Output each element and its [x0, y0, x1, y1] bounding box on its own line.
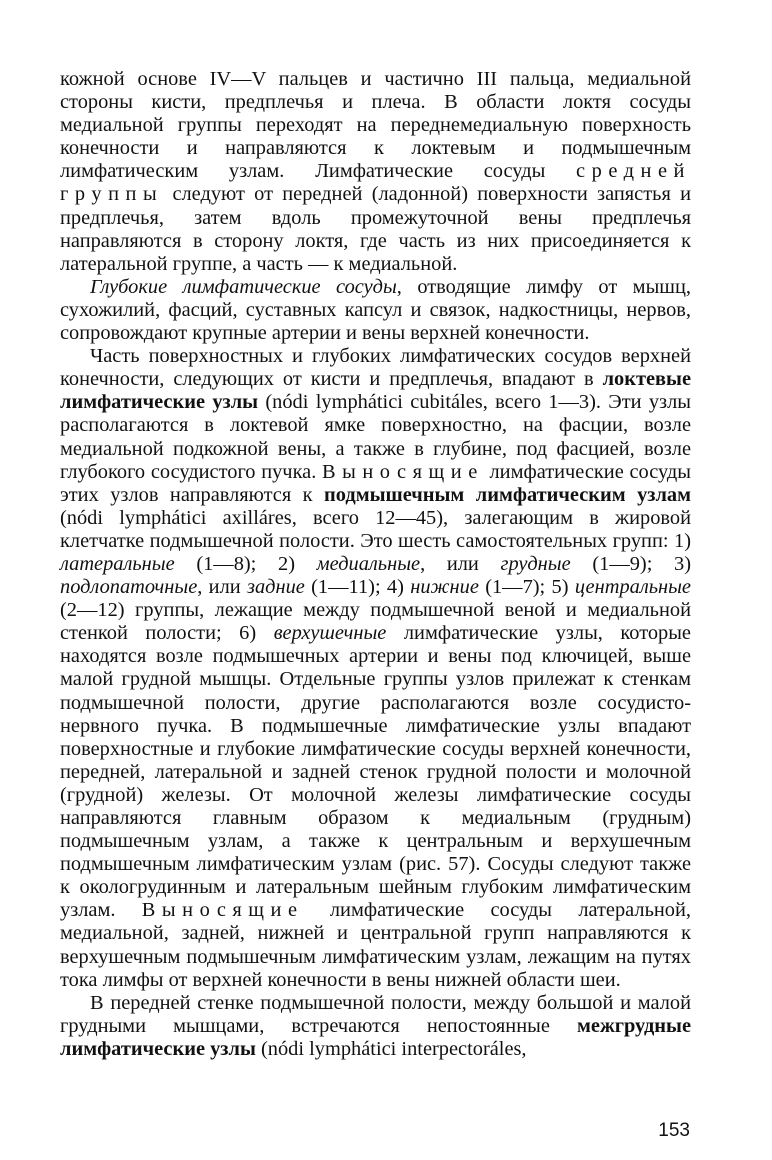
italic-term: задние — [247, 576, 305, 599]
italic-term: нижние — [410, 576, 479, 599]
paragraph-lymph-nodes — [60, 345, 691, 992]
text-run: Часть поверхностных и глубоких лимфатических сосудов верхней конечности, следующих от кисти и предплечья, впадают в — [60, 345, 691, 391]
italic-term: Глубокие лимфатические сосуды — [90, 275, 397, 298]
text-run: лимфатические сосуды этих узлов направляются к — [60, 460, 691, 506]
text-run: , или — [420, 552, 501, 575]
text-run: , или — [197, 576, 247, 599]
text-run: (nódi lymphátici axilláres, всего 12—45), залегающим в жировой клетчатке подмышечной полости. Это шесть самостоятельных групп: 1) — [60, 506, 691, 552]
paragraph-interpectoral-nodes — [60, 992, 691, 1061]
text-run: (1—7); 5) — [478, 576, 575, 599]
spaced-term: средней группы — [60, 160, 691, 206]
paragraph-deep-vessels — [60, 276, 691, 345]
text-run: , отводящие лимфу от мышц, сухожилий, фасций, суставных капсул и связок, надкостницы, нервов, сопровождают крупные артерии и вены верхней конечности. — [60, 275, 691, 345]
text-run: В передней стенке подмышечной полости, между большой и малой грудными мышцами, встречаются непостоянные — [60, 991, 691, 1037]
italic-term: центральные — [574, 576, 691, 599]
text-run: кожной основе IV—V пальцев и частично III пальца, медиальной стороны кисти, предплечья и плеча. В области локтя сосуды медиальной группы переходят на переднемедиальную поверхность конечности и направляются к локтевым и подмышечным лимфатическим узлам. Лимфатические сосуды — [60, 68, 691, 183]
text-run: (nódi lymphátici interpectoráles, — [255, 1037, 527, 1060]
page-number: 153 — [658, 1120, 690, 1141]
italic-term: латеральные — [60, 552, 175, 575]
text-run: следуют от передней (ладонной) поверхности запястья и предплечья, затем вдоль промежуточной вены предплечья направляются в сторону локтя, где часть из них присоединяется к латеральной группе, а часть — к медиальной. — [60, 183, 691, 275]
bold-term: локтевые лимфатические узлы — [60, 368, 691, 414]
italic-term: грудные — [500, 552, 571, 575]
bold-term: подмышечным лимфатическим узлам — [324, 483, 691, 506]
page-body — [60, 68, 691, 1061]
bold-term: межгрудные лимфатические узлы — [60, 1014, 691, 1060]
italic-term: подлопаточные — [60, 576, 198, 599]
italic-term: медиальные — [316, 552, 421, 575]
text-run: (2—12) группы, лежащие между подмышечной веной и медиальной стенкой полости; 6) — [60, 599, 691, 645]
text-run: (1—11); 4) — [304, 576, 411, 599]
paragraph-superficial-vessels — [60, 68, 691, 276]
spaced-term: Выносящие — [141, 899, 304, 922]
text-run: лимфатические узлы, которые находятся возле подмышечных артерии и вены под ключицей, выше малой грудной мышцы. Отдельные группы узлов прилежат к стенкам подмышечной полости, другие располагаются возле сосудисто-нервного пучка. В подмышечные лимфатические узлы впадают поверхностные и глубокие лимфатические сосуды верхней конечности, передней, латеральной и задней стенок грудной полости и молочной (грудной) железы. От молочной железы лимфатические сосуды направляются главным образом к медиальным (грудным) подмышечным узлам, а также к центральным и верхушечным подмышечным лимфатическим узлам (рис. 57). Сосуды следуют также к окологрудинным и латеральным шейным глубоким лимфатическим узлам. — [60, 622, 691, 922]
spaced-term: Выносящие — [322, 460, 484, 483]
italic-term: верхушечные — [273, 622, 387, 645]
text-run: (nódi lymphátici cubitáles, всего 1—3). Эти узлы располагаются в локтевой ямке поверхностно, на фасции, возле медиальной подкожной вены, а также в глубине, под фасцией, возле глубокого сосудистого пучка. — [60, 391, 691, 483]
text-run: (1—9); 3) — [570, 552, 692, 575]
text-run: лимфатические сосуды латеральной, медиальной, задней, нижней и центральной групп направляются к верхушечным подмышечным лимфатическим узлам, лежащим на путях тока лимфы от верхней конечности в вены нижней области шеи. — [60, 899, 691, 991]
text-run: (1—8); 2) — [174, 552, 317, 575]
